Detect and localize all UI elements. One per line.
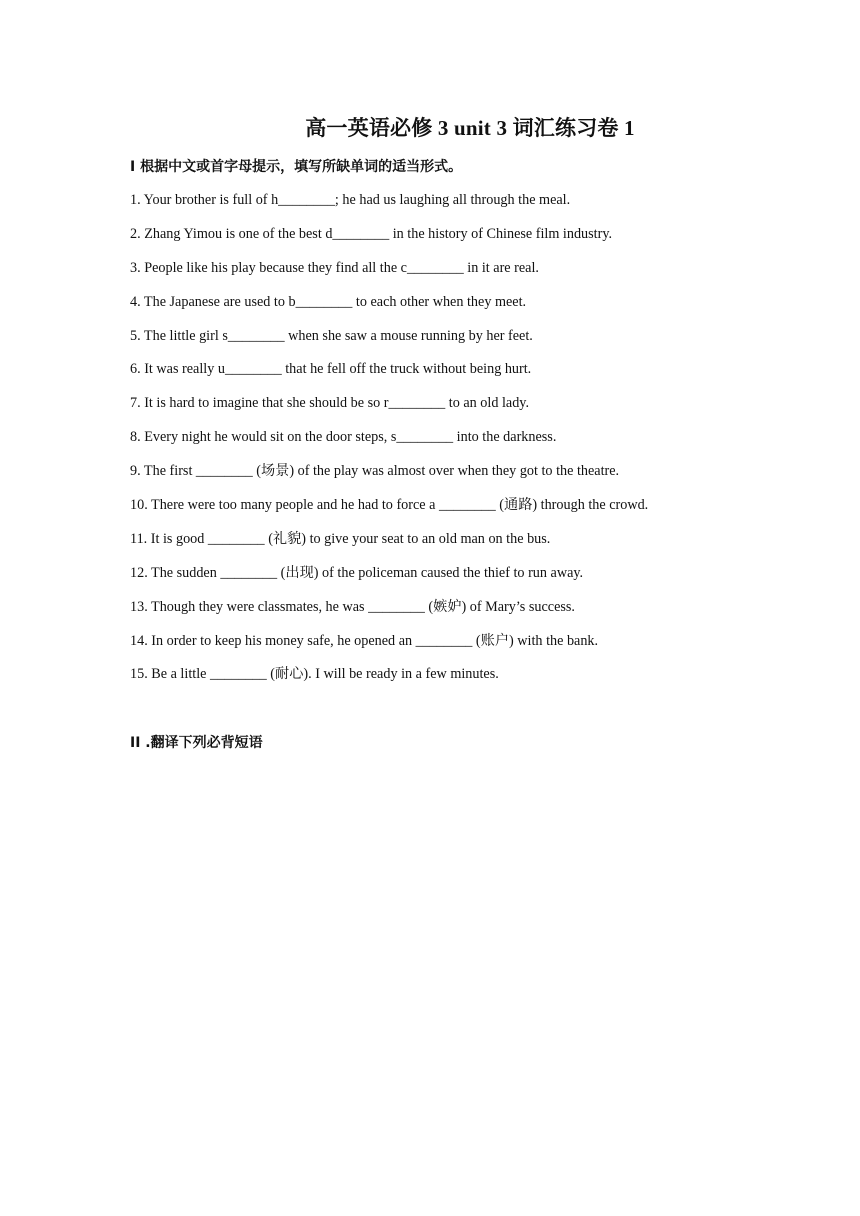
exercise-item: 9. The first ________ (场景) of the play was almost over when they got to the theatre. [130, 463, 620, 480]
exercise-item: 10. There were too many people and he had to force a ________ (通路) through the crowd. [130, 497, 649, 514]
exercise-item: 8. Every night he would sit on the door steps, s________ into the darkness. [130, 429, 557, 446]
exercise-item: 7. It is hard to imagine that she should be so r________ to an old lady. [130, 395, 530, 412]
page-title: 高一英语必修 3 unit 3 词汇练习卷 1 [305, 116, 635, 140]
exercise-item: 1. Your brother is full of h________; he had us laughing all through the meal. [130, 192, 571, 208]
exercise-item: 12. The sudden ________ (出现) of the policeman caused the thief to run away. [130, 564, 584, 581]
exercise-item: 3. People like his play because they find all the c________ in it are real. [130, 259, 539, 276]
exercise-item: 14. In order to keep his money safe, he opened an ________ (账户) with the bank. [130, 632, 599, 649]
exercise-item: 4. The Japanese are used to b________ to each other when they meet. [130, 293, 527, 310]
exercise-item: 5. The little girl s________ when she saw a mouse running by her feet. [130, 327, 533, 344]
exercise-list [130, 191, 810, 699]
section-heading-1: I 根据中文或首字母提示，填写所缺单词的适当形式。 [130, 159, 463, 175]
exercise-item: 13. Though they were classmates, he was ________ (嫉妒) of Mary’s success. [130, 598, 575, 615]
exercise-item: 15. Be a little ________ (耐心). I will be ready in a few minutes. [130, 666, 499, 683]
section-heading-2: II .翻译下列必背短语 [130, 735, 263, 751]
exercise-item: 2. Zhang Yimou is one of the best d________ in the history of Chinese film industry. [130, 225, 613, 242]
exercise-item: 11. It is good ________ (礼貌) to give your seat to an old man on the bus. [130, 530, 551, 547]
exercise-item: 6. It was really u________ that he fell off the truck without being hurt. [130, 361, 532, 378]
